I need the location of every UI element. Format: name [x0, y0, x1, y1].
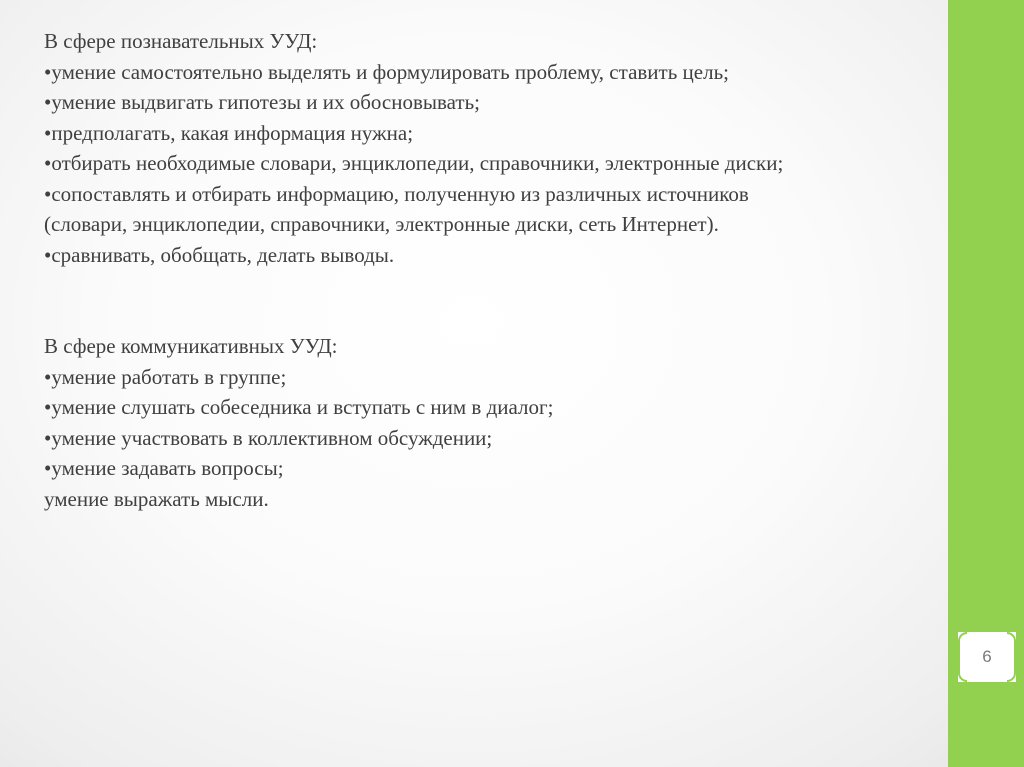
cognitive-item: •сопоставлять и отбирать информацию, полученную из различных источников [44, 181, 749, 206]
cognitive-item: •сравнивать, обобщать, делать выводы. [44, 242, 395, 267]
slide-content [44, 26, 964, 514]
communicative-item: •умение слушать собеседника и вступать с ним в диалог; [44, 395, 554, 419]
section-spacer [44, 270, 964, 331]
cognitive-section [44, 26, 964, 270]
communicative-item: •умение задавать вопросы; [44, 456, 284, 480]
communicative-heading: В сфере коммуникативных УУД: [44, 334, 338, 358]
cognitive-item: •умение выдвигать гипотезы и их обосновывать; [44, 90, 480, 114]
cognitive-item: (словари, энциклопедии, справочники, электронные диски, сеть Интернет). [44, 212, 719, 236]
communicative-item: умение выражать мысли. [44, 486, 269, 511]
communicative-section [44, 331, 964, 514]
communicative-item: •умение работать в группе; [44, 364, 287, 389]
cognitive-item: •умение самостоятельно выделять и формулировать проблему, ставить цель; [44, 59, 729, 84]
cognitive-item: •отбирать необходимые словари, энциклопедии, справочники, электронные диски; [44, 151, 784, 175]
cognitive-heading: В сфере познавательных УУД: [44, 29, 318, 53]
cognitive-item: •предполагать, какая информация нужна; [44, 120, 414, 145]
page-number: 6 [982, 647, 992, 666]
communicative-item: •умение участвовать в коллективном обсуждении; [44, 425, 493, 450]
